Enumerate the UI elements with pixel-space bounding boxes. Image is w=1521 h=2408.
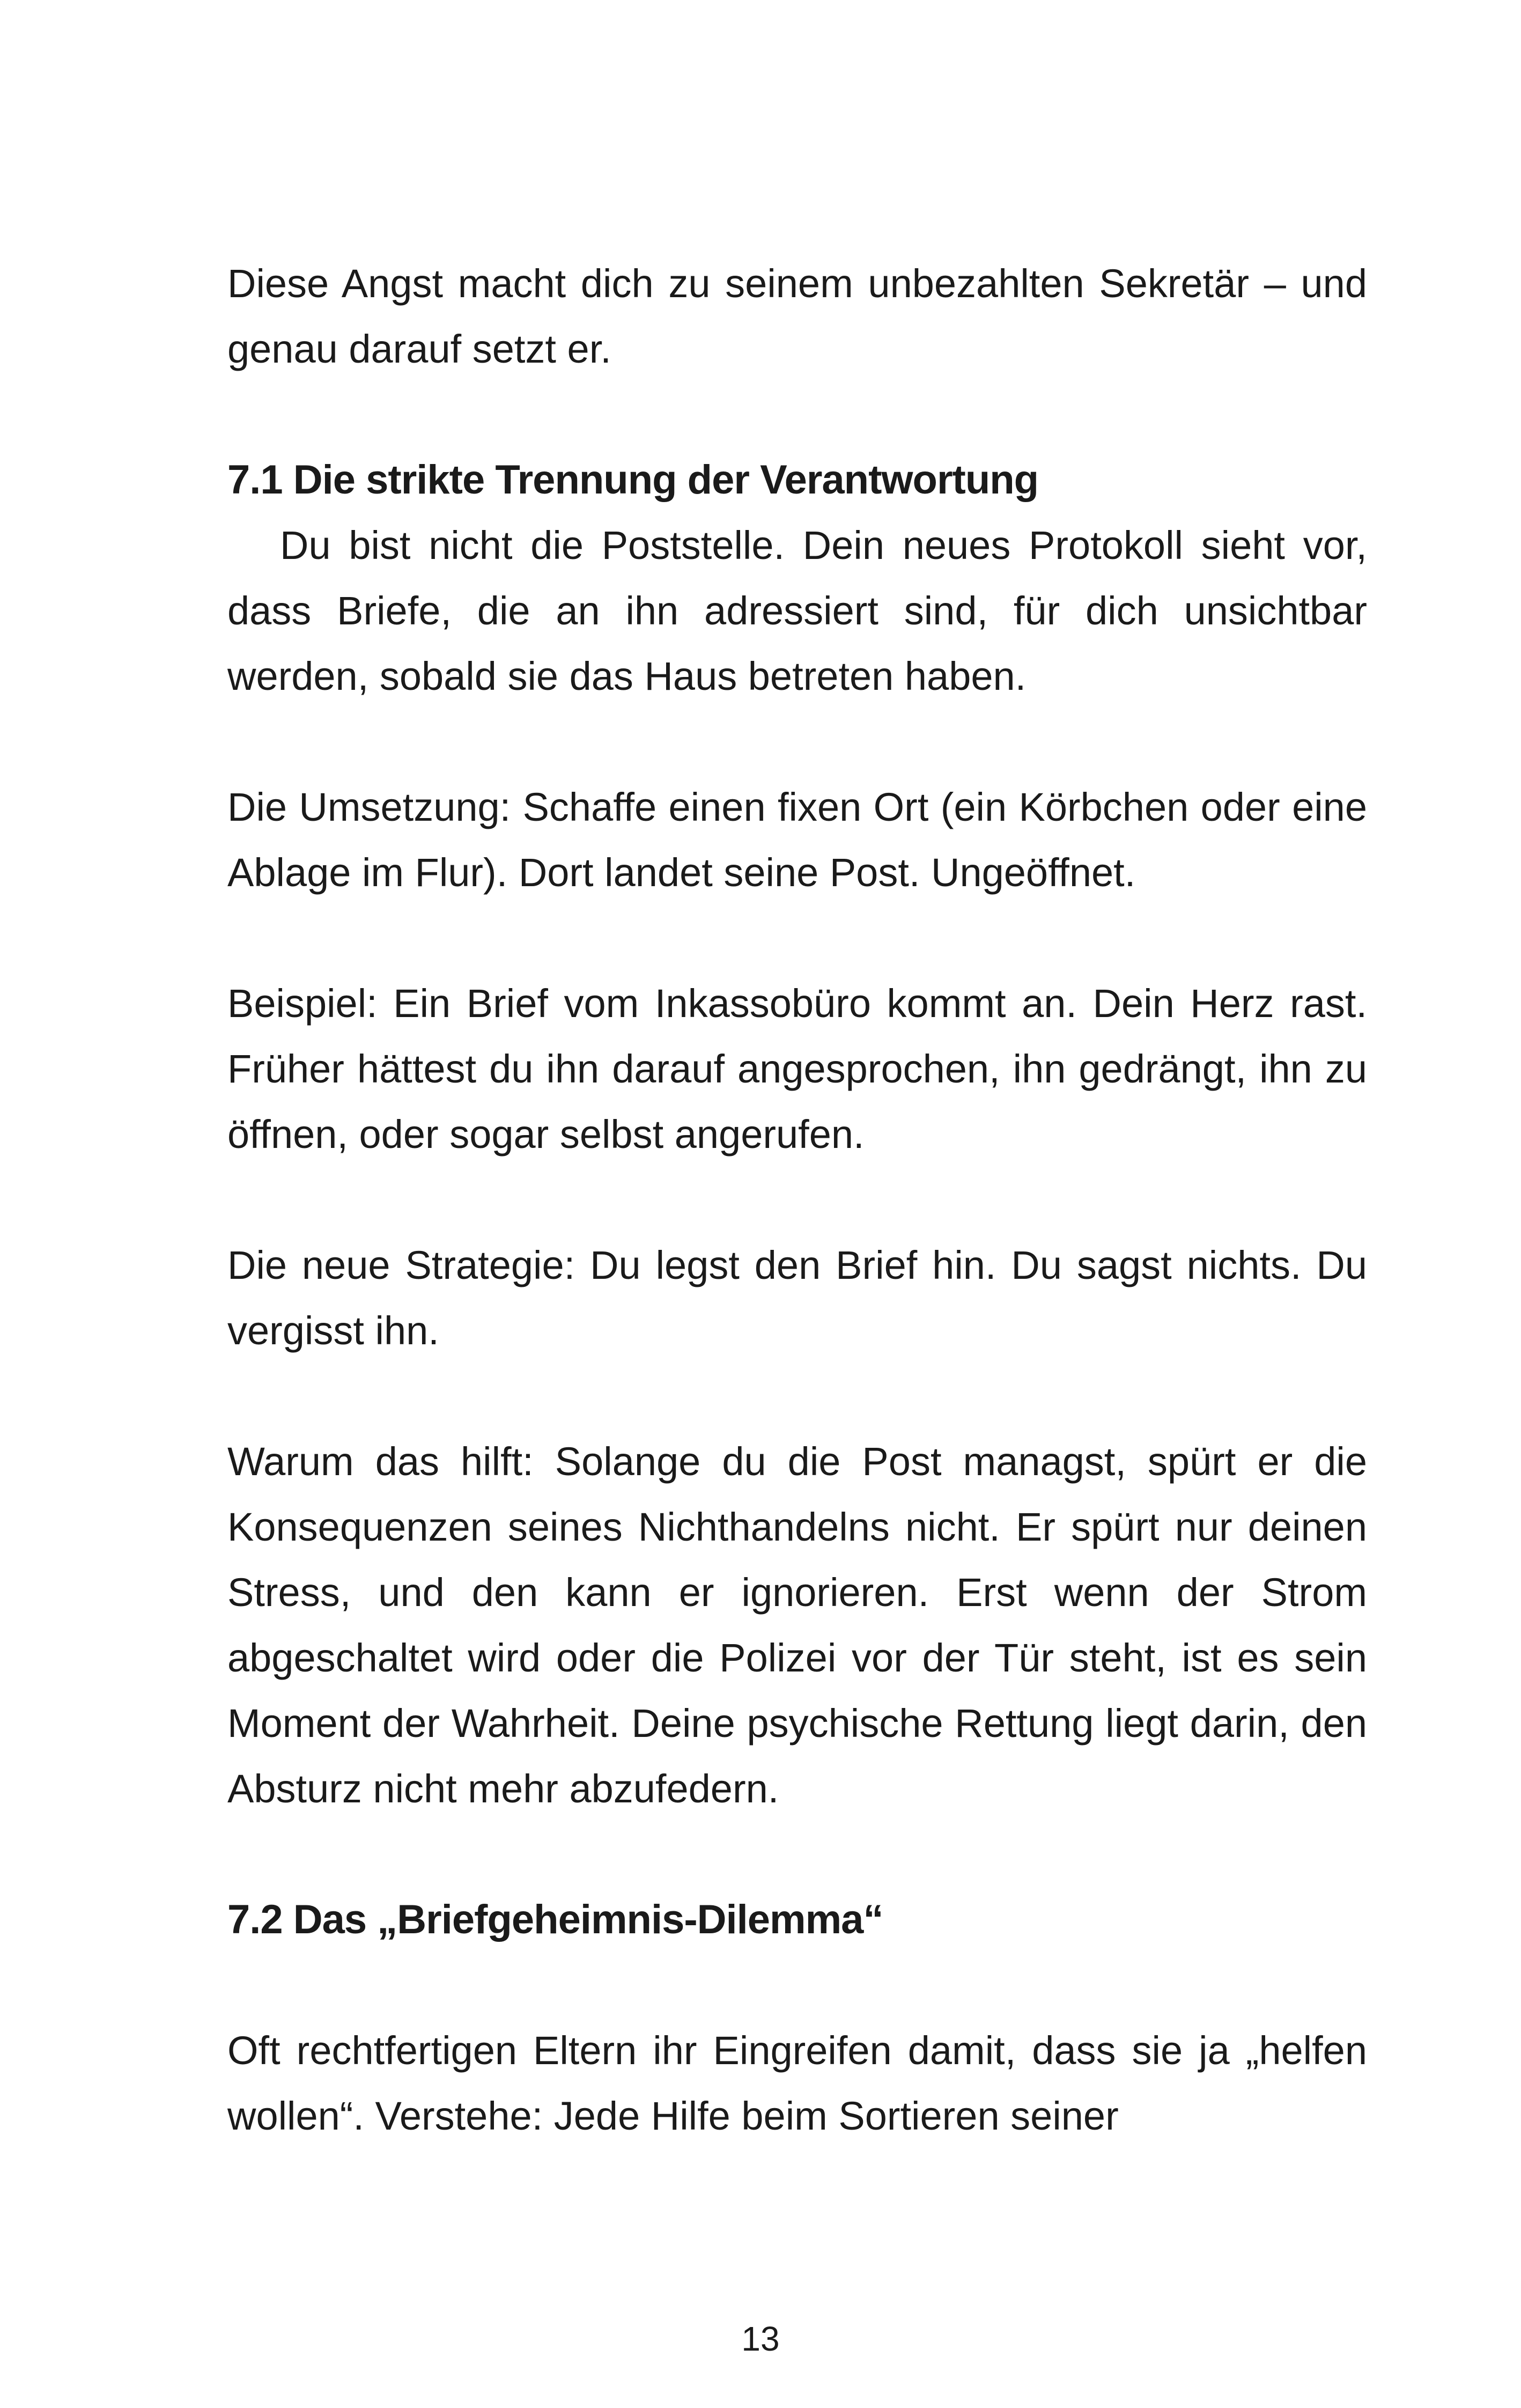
- text-column: [227, 251, 1367, 2149]
- paragraph-beispiel: Beispiel: Ein Brief vom Inkassobüro kommt an. Dein Herz rast. Früher hättest du ihn darauf angesprochen, ihn gedrängt, ihn zu öffnen, oder sogar selbst angerufen.: [227, 981, 1367, 1157]
- paragraph-strategie: Die neue Strategie: Du legst den Brief hin. Du sagst nichts. Du vergisst ihn.: [227, 1243, 1367, 1353]
- page-number: 13: [741, 2319, 780, 2358]
- spacer: [227, 1364, 1367, 1429]
- section-heading-7-1: 7.1 Die strikte Trennung der Verantwortung: [227, 457, 1039, 503]
- spacer: [227, 905, 1367, 971]
- spacer: [227, 1167, 1367, 1233]
- spacer: [227, 382, 1367, 447]
- paragraph-intro: Diese Angst macht dich zu seinem unbezahlten Sekretär – und genau darauf setzt er.: [227, 261, 1367, 371]
- paragraph-warum: Warum das hilft: Solange du die Post managst, spürt er die Konsequenzen seines Nichthandelns nicht. Er spürt nur deinen Stress, und den kann er ignorieren. Erst wenn der Strom abgeschaltet wird oder die Polizei vor der Tür steht, ist es sein Moment der Wahrheit. Deine psychische Rettung liegt darin, den Absturz nicht mehr abzufedern.: [227, 1439, 1367, 1811]
- paragraph-umsetzung: Die Umsetzung: Schaffe einen fixen Ort (ein Körbchen oder eine Ablage im Flur). Dort landet seine Post. Ungeöffnet.: [227, 785, 1367, 895]
- spacer: [227, 1822, 1367, 1887]
- paragraph-poststelle: Du bist nicht die Poststelle. Dein neues Protokoll sieht vor, dass Briefe, die an ihn adressiert sind, für dich unsichtbar werden, sobald sie das Haus betreten haben.: [227, 523, 1367, 698]
- spacer: [227, 1953, 1367, 2018]
- spacer: [227, 709, 1367, 775]
- section-heading-7-2: 7.2 Das „Briefgeheimnis-Dilemma“: [227, 1897, 883, 1942]
- paragraph-eltern: Oft rechtfertigen Eltern ihr Eingreifen damit, dass sie ja „helfen wollen“. Verstehe: Jede Hilfe beim Sortieren seiner: [227, 2028, 1367, 2138]
